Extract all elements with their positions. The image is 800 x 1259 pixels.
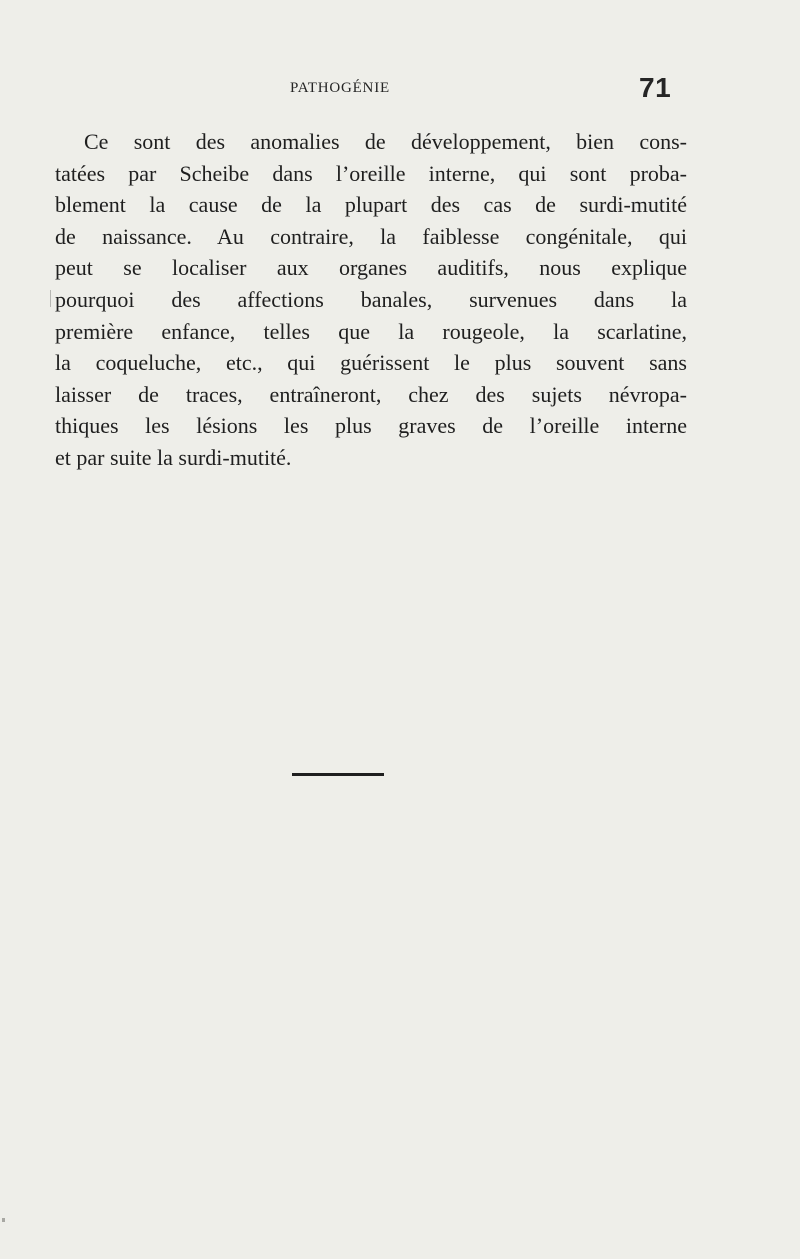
paragraph-line: Ce sont des anomalies de développement, bien cons- [84,129,687,154]
paragraph-line: blement la cause de la plupart des cas de surdi-mutité [55,192,687,218]
page-number: 71 [639,72,672,103]
paragraph-line: laisser de traces, entraîneront, chez des sujets névropa- [55,381,687,407]
running-title: PATHOGÉNIE [290,80,390,96]
scan-speck [2,1218,5,1222]
paragraph-line: et par suite la surdi-mutité. [55,444,292,470]
running-header [0,72,800,102]
paragraph-line: peut se localiser aux organes auditifs, nous explique [55,255,687,281]
section-divider-rule [292,773,384,776]
paragraph-line: première enfance, telles que la rougeole, la scarlatine, [55,318,687,344]
paragraph-line: pourquoi des affections banales, survenues dans la [55,286,687,312]
paragraph-line: tatées par Scheibe dans l’oreille interne, qui sont proba- [55,160,687,186]
main-paragraph [55,126,687,474]
paragraph-line: de naissance. Au contraire, la faiblesse congénitale, qui [55,223,687,249]
margin-mark [50,290,51,307]
paragraph-line: la coqueluche, etc., qui guérissent le plus souvent sans [55,350,687,376]
paragraph-line: thiques les lésions les plus graves de l’oreille interne [55,413,687,439]
